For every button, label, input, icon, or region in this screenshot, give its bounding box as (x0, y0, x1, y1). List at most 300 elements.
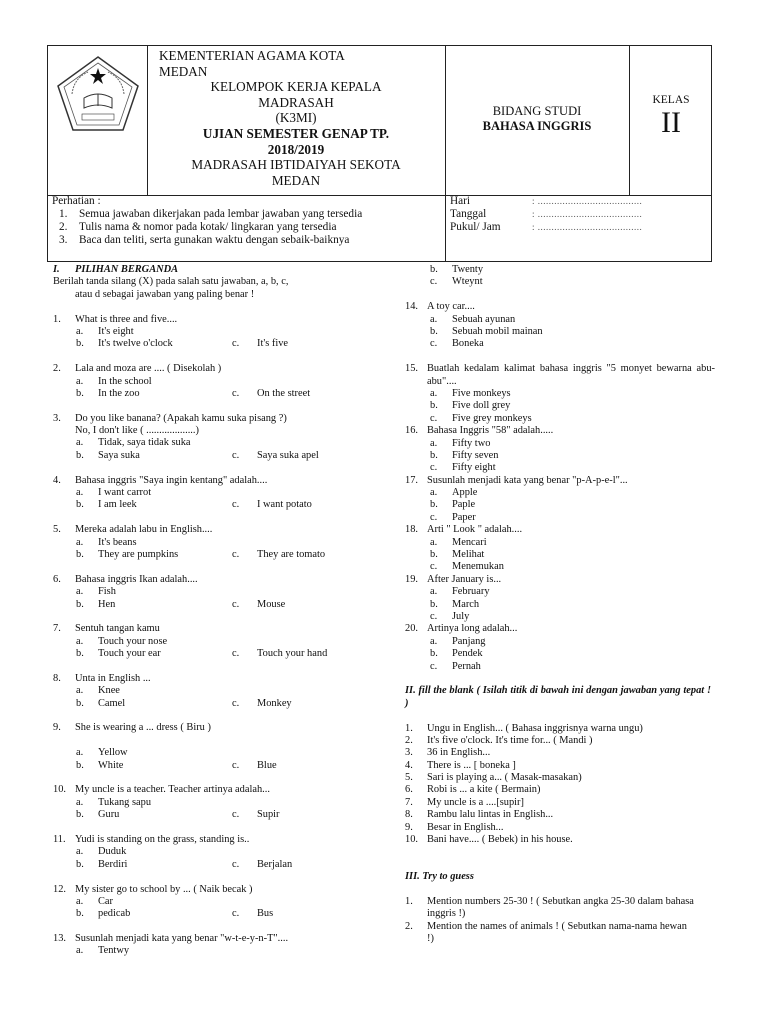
spacer (53, 710, 393, 722)
option-letter: b. (76, 697, 84, 709)
question-text: What is three and five.... (75, 313, 178, 325)
option-letter: b. (430, 325, 438, 337)
text-line (405, 338, 715, 350)
title-line: MADRASAH (258, 94, 334, 110)
text-line (53, 809, 393, 821)
option-letter: c. (430, 561, 438, 573)
option-c: Bus (257, 908, 274, 920)
class-label: KELAS (652, 94, 690, 106)
item-text: 36 in English... (427, 747, 491, 759)
text-line (405, 475, 715, 487)
instructions-title: Perhatian : (52, 195, 101, 207)
text-line (53, 834, 393, 846)
option-letter: b. (76, 858, 84, 870)
option-letter: a. (76, 635, 84, 647)
option-letter: b. (76, 809, 84, 821)
option-c: Paper (452, 511, 476, 523)
spacer (53, 351, 393, 363)
option-c: Saya suka apel (257, 449, 319, 461)
question-text: My sister go to school by ... ( Naik becak ) (75, 883, 253, 895)
text-line (405, 462, 715, 474)
title-line: MEDAN (271, 172, 321, 188)
option-letter: b. (430, 264, 438, 275)
option-b: Fifty seven (452, 449, 499, 461)
option-a: Mencari (452, 536, 487, 548)
option-c: Boneka (452, 338, 484, 350)
option-letter: c. (232, 387, 240, 399)
text-line (53, 784, 393, 796)
text-line (405, 264, 715, 276)
option-a: Tidak, saya tidak suka (98, 437, 191, 449)
text-line (405, 450, 715, 462)
question-number: 9. (53, 722, 61, 734)
text-line (53, 549, 393, 561)
spacer (405, 710, 715, 722)
question-number: 14. (405, 301, 418, 313)
option-b: Guru (98, 809, 120, 821)
spacer (53, 301, 393, 313)
text-line (405, 499, 715, 511)
item-text: My uncle is a ....[supir] (427, 796, 524, 808)
spacer (53, 561, 393, 573)
option-letter: b. (430, 549, 438, 561)
option-b: In the zoo (98, 387, 140, 399)
question-text: Artinya long adalah... (427, 623, 518, 635)
class-cell (629, 94, 713, 140)
ministry-logo (54, 54, 142, 134)
option-b: Paple (452, 499, 476, 511)
option-a: Knee (98, 685, 120, 697)
class-value: II (661, 106, 681, 139)
question-text: Unta in English ... (75, 672, 151, 684)
instructions (52, 195, 445, 247)
text-line (53, 685, 393, 697)
question-number: 5. (53, 524, 61, 536)
option-a: Panjang (452, 635, 486, 647)
text-line (53, 636, 393, 648)
text-line (405, 834, 715, 846)
instruction-number: 1. (59, 208, 68, 220)
text-line (53, 537, 393, 549)
item-text: Mention the names of animals ! ( Sebutkan nama-nama hewan !) (427, 920, 687, 945)
spacer (405, 351, 715, 363)
text-line (405, 487, 715, 499)
text-line (405, 784, 715, 796)
text-line (405, 648, 715, 660)
subject-value: BAHASA INGGRIS (482, 119, 592, 133)
text-line (405, 661, 715, 673)
question-number: 3. (53, 412, 61, 424)
option-a: Car (98, 895, 114, 907)
text-line (405, 363, 715, 388)
info-field (450, 221, 710, 234)
text-line (53, 475, 393, 487)
option-letter: c. (232, 338, 240, 350)
text-line (53, 363, 393, 375)
text-line (53, 264, 393, 276)
option-letter: a. (76, 536, 84, 548)
option-c: Menemukan (452, 561, 504, 573)
question-number: 7. (53, 623, 61, 635)
option-letter: b. (76, 499, 84, 511)
title-line: MEDAN (159, 63, 208, 79)
option-letter: a. (430, 313, 438, 325)
option-letter: a. (76, 586, 84, 598)
item-text: There is ... [ boneka ] (427, 759, 516, 771)
option-letter: b. (430, 499, 438, 511)
option-c: July (452, 610, 470, 622)
text-line (53, 747, 393, 759)
item-text: Ungu in English... ( Bahasa inggrisnya warna ungu) (427, 722, 643, 734)
question-number: 2. (53, 363, 61, 375)
text-line (53, 437, 393, 449)
question-number: 10. (53, 784, 66, 796)
option-letter: c. (430, 338, 438, 350)
section-heading: II. fill the blank ( Isilah titik di bawah ini dengan jawaban yang tepat ! ) (405, 685, 711, 709)
instruction-number: 3. (59, 234, 68, 246)
option-letter: a. (76, 375, 84, 387)
text-line (405, 524, 715, 536)
option-letter: c. (430, 610, 438, 622)
option-letter: a. (76, 325, 84, 337)
spacer (405, 884, 715, 896)
option-letter: a. (430, 487, 438, 499)
spacer (405, 673, 715, 685)
item-number: 10. (405, 834, 418, 846)
option-letter: c. (232, 809, 240, 821)
item-text: It's five o'clock. It's time for... ( Mandi ) (427, 734, 593, 746)
text-line (405, 760, 715, 772)
option-c: On the street (257, 387, 311, 399)
option-letter: c. (232, 598, 240, 610)
option-letter: b. (430, 648, 438, 660)
option-letter: b. (430, 449, 438, 461)
option-letter: c. (430, 276, 438, 288)
text-line (53, 413, 393, 425)
title-line: (K3MI) (275, 110, 317, 126)
text-line (53, 388, 393, 400)
option-letter: b. (76, 387, 84, 399)
subject-label: BIDANG STUDI (492, 104, 582, 118)
option-c: Berjalan (257, 858, 293, 870)
option-letter: b. (76, 548, 84, 560)
option-a: Five monkeys (452, 387, 511, 399)
text-line (405, 896, 715, 921)
option-c: Pernah (452, 660, 481, 672)
text-line (405, 809, 715, 821)
option-b: Berdiri (98, 858, 128, 870)
option-b: Saya suka (98, 449, 140, 461)
option-letter: b. (76, 759, 84, 771)
spacer (53, 512, 393, 524)
title-line: 2018/2019 (267, 141, 325, 157)
text-line (53, 673, 393, 685)
text-line (405, 276, 715, 288)
spacer (53, 871, 393, 883)
text-line (53, 289, 393, 301)
section-heading: III. Try to guess (405, 871, 474, 883)
title-line: UJIAN SEMESTER GENAP TP. (202, 125, 390, 141)
spacer (53, 462, 393, 474)
option-letter: c. (232, 449, 240, 461)
text-line (53, 326, 393, 338)
option-letter: c. (232, 759, 240, 771)
text-line (405, 400, 715, 412)
text-line (53, 698, 393, 710)
text-line (405, 512, 715, 524)
option-b: Hen (98, 598, 116, 610)
option-letter: c. (430, 511, 438, 523)
option-a: February (452, 586, 490, 598)
spacer (53, 822, 393, 834)
text-line (405, 599, 715, 611)
option-letter: b. (76, 338, 84, 350)
option-letter: b. (430, 400, 438, 412)
spacer (53, 735, 393, 747)
right-column (405, 264, 715, 946)
text-line (53, 314, 393, 326)
question-text: Bahasa Inggris "58" adalah..... (427, 425, 554, 437)
spacer (53, 400, 393, 412)
option-b: It's twelve o'clock (98, 338, 173, 350)
spacer (53, 921, 393, 933)
option-c: Five grey monkeys (452, 412, 532, 424)
option-letter: a. (430, 536, 438, 548)
option-b: Camel (98, 697, 126, 709)
info-blank: : ...................................... (532, 196, 643, 206)
option-letter: c. (232, 648, 240, 660)
text-line (405, 747, 715, 759)
option-b: March (452, 598, 480, 610)
option-letter: a. (76, 796, 84, 808)
item-number: 8. (405, 809, 413, 821)
item-number: 2. (405, 734, 413, 746)
option-b: White (98, 759, 124, 771)
option-a: Fish (98, 586, 116, 598)
option-letter: a. (430, 635, 438, 647)
option-b: Touch your ear (98, 648, 161, 660)
option-a: In the school (98, 375, 152, 387)
question-number: 13. (53, 933, 66, 945)
option-letter: c. (232, 908, 240, 920)
option-letter: c. (232, 499, 240, 511)
text-line (405, 822, 715, 834)
instruction-text: Baca dan teliti, serta gunakan waktu dengan sebaik-baiknya (79, 234, 350, 246)
option-letter: c. (232, 697, 240, 709)
item-number: 2. (405, 920, 413, 932)
option-letter: b. (76, 598, 84, 610)
text-line (53, 276, 393, 288)
option-c: Fifty eight (452, 462, 496, 474)
text-line (405, 921, 715, 946)
question-number: 15. (405, 363, 418, 375)
text-line (405, 772, 715, 784)
option-a: Duduk (98, 846, 127, 858)
spacer (405, 289, 715, 301)
instruction-text: Tulis nama & nomor pada kotak/ lingkaran yang tersedia (79, 221, 337, 233)
option-letter: b. (430, 598, 438, 610)
text-line (53, 760, 393, 772)
option-c: Monkey (257, 697, 292, 709)
instruction-text: Berilah tanda silang (X) pada salah satu jawaban, a, b, c, (53, 276, 289, 288)
option-c: Wteynt (452, 276, 483, 288)
item-text: Bani have.... ( Bebek) in his house. (427, 834, 573, 846)
text-line (405, 537, 715, 549)
text-line (53, 450, 393, 462)
question-number: 17. (405, 474, 418, 486)
spacer (53, 611, 393, 623)
question-text: Bahasa inggris "Saya ingin kentang" adalah.... (75, 474, 268, 486)
option-b: Twenty (452, 264, 484, 275)
text-line (405, 574, 715, 586)
text-line (405, 413, 715, 425)
instruction-item (52, 208, 445, 221)
text-line (53, 933, 393, 945)
item-number: 3. (405, 747, 413, 759)
title-line: KEMENTERIAN AGAMA KOTA (159, 48, 345, 63)
option-a: Apple (452, 487, 478, 499)
option-c: I want potato (257, 499, 312, 511)
text-line (53, 599, 393, 611)
option-letter: b. (76, 908, 84, 920)
option-b: Melihat (452, 549, 485, 561)
question-number: 16. (405, 425, 418, 437)
option-letter: a. (430, 387, 438, 399)
question-text: Lala and moza are .... ( Disekolah ) (75, 363, 222, 375)
spacer (53, 661, 393, 673)
question-text: Mereka adalah labu in English.... (75, 524, 213, 536)
text-line (405, 425, 715, 437)
text-line (53, 846, 393, 858)
question-text: A toy car.... (427, 301, 475, 313)
text-line (53, 896, 393, 908)
option-letter: a. (430, 437, 438, 449)
option-a: It's beans (98, 536, 137, 548)
spacer (53, 772, 393, 784)
question-number: 6. (53, 573, 61, 585)
text-line (405, 611, 715, 623)
info-label: Pukul/ Jam (450, 221, 501, 233)
option-letter: c. (232, 548, 240, 560)
option-c: Touch your hand (257, 648, 328, 660)
text-line (405, 623, 715, 635)
text-line (53, 859, 393, 871)
text-line (53, 722, 393, 734)
option-letter: c. (430, 412, 438, 424)
info-label: Tanggal (450, 208, 487, 220)
option-b: Pendek (452, 648, 483, 660)
info-blank: : ...................................... (532, 222, 643, 232)
text-line (405, 636, 715, 648)
option-a: Yellow (98, 747, 128, 759)
subject-cell (445, 104, 629, 134)
item-text: Mention numbers 25-30 ! ( Sebutkan angka 25-30 dalam bahasa inggris !) (427, 896, 694, 920)
option-c: Blue (257, 759, 277, 771)
text-line (53, 908, 393, 920)
question-number: 1. (53, 313, 61, 325)
option-letter: a. (76, 895, 84, 907)
item-number: 1. (405, 896, 413, 907)
text-line (405, 438, 715, 450)
option-a: It's eight (98, 325, 134, 337)
question-text: After January is... (427, 573, 502, 585)
question-number: 11. (53, 833, 66, 845)
question-subtext: No, I don't like ( ...................) (75, 425, 199, 437)
text-line (405, 301, 715, 313)
option-c: They are tomato (257, 548, 326, 560)
text-line (53, 524, 393, 536)
text-line (405, 723, 715, 735)
option-letter: a. (76, 846, 84, 858)
question-text: She is wearing a ... dress ( Biru ) (75, 722, 211, 734)
text-line (405, 314, 715, 326)
item-text: Besar in English... (427, 821, 504, 833)
info-label: Hari (450, 195, 471, 207)
option-letter: b. (76, 648, 84, 660)
info-field (450, 208, 710, 221)
item-number: 6. (405, 784, 413, 796)
question-number: 8. (53, 672, 61, 684)
exam-title (147, 46, 445, 195)
text-line (53, 884, 393, 896)
section-heading: PILIHAN BERGANDA (75, 264, 179, 275)
question-number: 4. (53, 474, 61, 486)
option-letter: c. (430, 660, 438, 672)
option-c: It's five (257, 338, 289, 350)
text-line (53, 499, 393, 511)
question-text: Sentuh tangan kamu (75, 623, 160, 635)
text-line (405, 561, 715, 573)
question-number: 20. (405, 623, 418, 635)
question-text: Bahasa inggris Ikan adalah.... (75, 573, 198, 585)
option-b: Sebuah mobil mainan (452, 325, 543, 337)
question-text: Yudi is standing on the grass, standing is.. (75, 833, 250, 845)
question-number: 18. (405, 524, 418, 536)
text-line (53, 487, 393, 499)
info-blank: : ...................................... (532, 209, 643, 219)
item-text: Rambu lalu lintas in English... (427, 809, 554, 821)
instruction-number: 2. (59, 221, 68, 233)
text-line (53, 648, 393, 660)
option-a: I want carrot (98, 487, 152, 499)
text-line (53, 797, 393, 809)
text-line (405, 326, 715, 338)
instruction-item (52, 221, 445, 234)
section-number: I. (53, 264, 60, 275)
option-a: Fifty two (452, 437, 491, 449)
option-b: They are pumpkins (98, 548, 179, 560)
text-line (405, 549, 715, 561)
option-letter: a. (430, 586, 438, 598)
question-text: Susunlah menjadi kata yang benar "p-A-p-e-l"... (427, 474, 628, 486)
text-line (53, 574, 393, 586)
option-letter: a. (76, 945, 84, 957)
question-number: 12. (53, 883, 66, 895)
item-text: Robi is ... a kite ( Bermain) (427, 784, 541, 796)
option-a: Touch your nose (98, 635, 168, 647)
option-a: Tukang sapu (98, 796, 152, 808)
option-c: Mouse (257, 598, 286, 610)
option-b: Five doll grey (452, 400, 511, 412)
option-b: pedicab (98, 908, 131, 920)
text-line (53, 376, 393, 388)
exam-header-table (47, 45, 712, 262)
option-letter: c. (232, 858, 240, 870)
text-line (405, 735, 715, 747)
option-a: Sebuah ayunan (452, 313, 516, 325)
left-column (53, 264, 393, 958)
question-text: Buatlah kedalam kalimat bahasa inggris "5 monyet bewarna abu-abu".... (427, 363, 715, 387)
